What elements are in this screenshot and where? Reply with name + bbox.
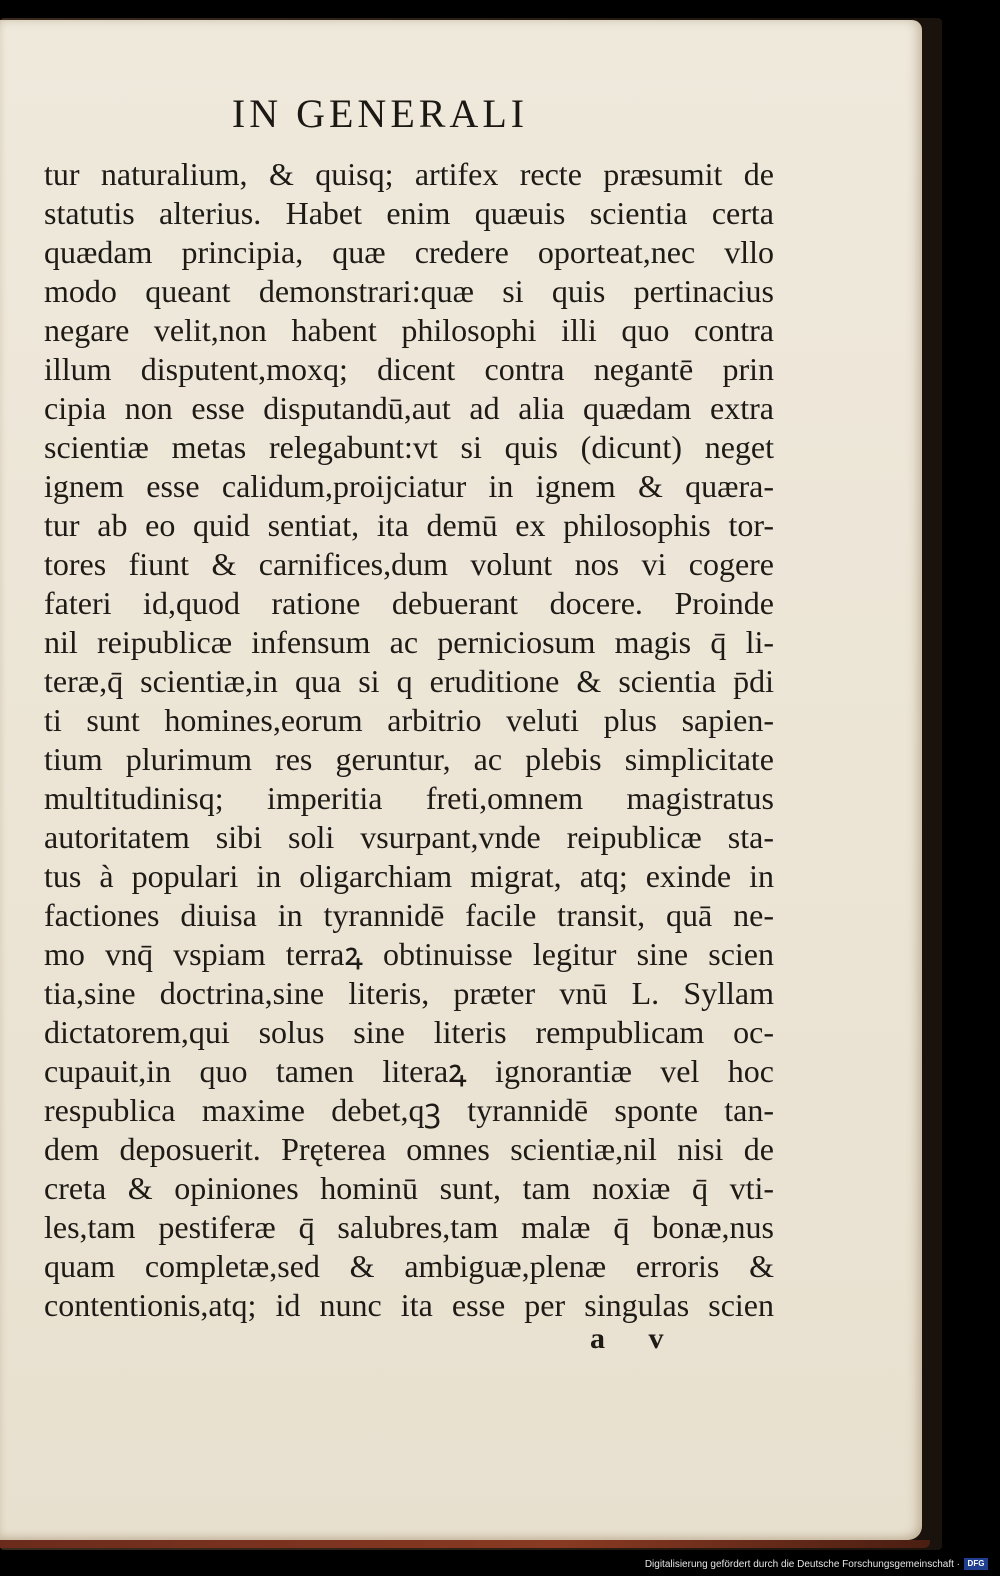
digitization-footer bbox=[645, 1556, 988, 1572]
signature-mark: a v bbox=[590, 1322, 682, 1355]
text-line: dictatorem,qui solus sine literis rempublicam oc- bbox=[44, 1014, 774, 1050]
text-line: dem deposuerit. Pręterea omnes scientiæ,nil nisi de bbox=[44, 1131, 774, 1167]
body-text bbox=[44, 155, 774, 1325]
text-line: tores fiunt & carnifices,dum volunt nos vi cogere bbox=[44, 546, 774, 582]
page-bottom-edge bbox=[0, 1540, 930, 1548]
text-line: ignem esse calidum,proijciatur in ignem & quæra- bbox=[44, 468, 774, 504]
text-line: tus à populari in oligarchiam migrat, atq; exinde in bbox=[44, 858, 774, 894]
text-line: fateri id,quod ratione debuerant docere. Proinde bbox=[44, 585, 774, 621]
text-line: mo vnq̄ vspiam terraꝝ obtinuisse legitur sine scien bbox=[44, 936, 774, 972]
text-line: modo queant demonstrari:quæ si quis pertinacius bbox=[44, 273, 774, 309]
text-line: tur ab eo quid sentiat, ita demū ex philosophis tor- bbox=[44, 507, 774, 543]
text-line: les,tam pestiferæ q̄ salubres,tam malæ q̄ bonæ,nus bbox=[44, 1209, 774, 1245]
running-head: IN GENERALI bbox=[231, 91, 529, 136]
text-line: autoritatem sibi soli vsurpant,vnde reipublicæ sta- bbox=[44, 819, 774, 855]
text-line: multitudinisq; imperitia freti,omnem magistratus bbox=[44, 780, 774, 816]
text-line: quam completæ,sed & ambiguæ,plenæ erroris & bbox=[44, 1248, 774, 1284]
text-line: factiones diuisa in tyrannidē facile transit, quā ne- bbox=[44, 897, 774, 933]
text-line: respublica maxime debet,qꝫ tyrannidē sponte tan- bbox=[44, 1092, 774, 1128]
text-line: tium plurimum res geruntur, ac plebis simplicitate bbox=[44, 741, 774, 777]
text-line: cupauit,in quo tamen literaꝝ ignorantiæ vel hoc bbox=[44, 1053, 774, 1089]
text-line: creta & opiniones hominū sunt, tam noxiæ q̄ vti- bbox=[44, 1170, 774, 1206]
text-line: cipia non esse disputandū,aut ad alia quædam extra bbox=[44, 390, 774, 426]
text-line: teræ,q̄ scientiæ,in qua si q eruditione & scientia p̄di bbox=[44, 663, 774, 699]
text-line: illum disputent,moxq; dicent contra negantē prin bbox=[44, 351, 774, 387]
text-line: quædam principia, quæ credere oporteat,nec vllo bbox=[44, 234, 774, 270]
text-line: tur naturalium, & quisq; artifex recte præsumit de bbox=[44, 156, 774, 192]
text-line: tia,sine doctrina,sine literis, præter vnū L. Syllam bbox=[44, 975, 774, 1011]
dfg-logo: DFG bbox=[964, 1558, 988, 1570]
text-line: statutis alterius. Habet enim quæuis scientia certa bbox=[44, 195, 774, 231]
text-line: contentionis,atq; id nunc ita esse per singulas scien bbox=[44, 1287, 774, 1323]
text-line: ti sunt homines,eorum arbitrio veluti plus sapien- bbox=[44, 702, 774, 738]
text-line: negare velit,non habent philosophi illi quo contra bbox=[44, 312, 774, 348]
funding-credit: Digitalisierung gefördert durch die Deutsche Forschungsgemeinschaft · bbox=[644, 1558, 960, 1570]
text-line: nil reipublicæ infensum ac perniciosum magis q̄ li- bbox=[44, 624, 774, 660]
text-line: scientiæ metas relegabunt:vt si quis (dicunt) neget bbox=[44, 429, 774, 465]
